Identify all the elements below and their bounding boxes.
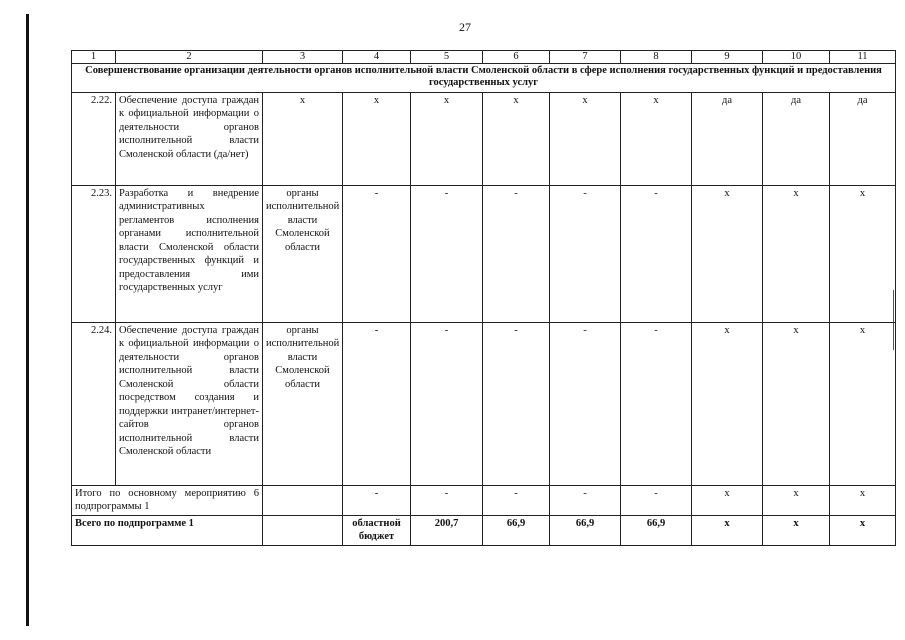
row-number: 2.22. [72,93,116,186]
vsego-row [72,515,896,545]
year1-cell: - [483,186,550,323]
col10-cell: х [763,186,830,323]
total-cell: - [411,186,483,323]
col10-cell: х [763,486,830,516]
row-number: 2.23. [72,186,116,323]
executor-cell: органы исполнительной власти Смоленской области [263,323,343,486]
col9-cell: х [692,323,763,486]
col11-cell: да [830,93,896,186]
col10-cell: да [763,93,830,186]
section-title: Совершенствование организации деятельности органов исполнительной власти Смоленской области в сфере исполнения государственных функций и предоставления государственных услуг [72,64,896,93]
year3-cell: - [621,486,692,516]
col-number-cell: 5 [411,51,483,64]
col-number-cell: 9 [692,51,763,64]
left-margin-bar [26,14,29,626]
measure-name: Обеспечение доступа граждан к официальной информации о деятельности органов исполнительной власти Смоленской области посредством создания и поддержки интранет/интернет-сайтов органов исполнительной власти Смоленской области [116,323,263,486]
itogo-row [72,486,896,516]
col10-cell: х [763,515,830,545]
year2-cell: х [550,93,621,186]
col-number-cell: 6 [483,51,550,64]
executor-cell: органы исполнительной власти Смоленской области [263,186,343,323]
year2-cell: 66,9 [550,515,621,545]
source-cell: - [343,323,411,486]
col-number-cell: 8 [621,51,692,64]
col9-cell: х [692,486,763,516]
total-cell: - [411,323,483,486]
vsego-label: Всего по подпрограмме 1 [72,515,263,545]
total-cell: х [411,93,483,186]
year1-cell: - [483,323,550,486]
year2-cell: - [550,486,621,516]
section-title-row [72,64,896,93]
program-table [71,50,896,546]
executor-cell [263,486,343,516]
source-cell: х [343,93,411,186]
measure-name: Разработка и внедрение административных регламентов исполнения органами исполнительной власти Смоленской области государственных функций и предоставления ими государственных услуг [116,186,263,323]
year3-cell: - [621,323,692,486]
col-number-cell: 11 [830,51,896,64]
year2-cell: - [550,186,621,323]
year3-cell: - [621,186,692,323]
executor-cell: х [263,93,343,186]
executor-cell [263,515,343,545]
year3-cell: х [621,93,692,186]
year3-cell: 66,9 [621,515,692,545]
measure-name: Обеспечение доступа граждан к официальной информации о деятельности органов исполнительной власти Смоленской области (да/нет) [116,93,263,186]
table-row [72,323,896,486]
col-number-cell: 10 [763,51,830,64]
col9-cell: х [692,186,763,323]
col-number-cell: 7 [550,51,621,64]
row-number: 2.24. [72,323,116,486]
total-cell: - [411,486,483,516]
col-number-cell: 3 [263,51,343,64]
year1-cell: - [483,486,550,516]
col-number-cell: 1 [72,51,116,64]
year2-cell: - [550,323,621,486]
year1-cell: х [483,93,550,186]
source-cell: - [343,486,411,516]
col-number-cell: 4 [343,51,411,64]
total-cell: 200,7 [411,515,483,545]
page-number: 27 [459,20,471,34]
col-number-cell: 2 [116,51,263,64]
col10-cell: х [763,323,830,486]
year1-cell: 66,9 [483,515,550,545]
itogo-label: Итого по основному мероприятию 6 подпрограммы 1 [72,486,263,516]
col9-cell: х [692,515,763,545]
col11-cell: х [830,515,896,545]
col11-cell: х [830,186,896,323]
col11-cell: х [830,486,896,516]
source-cell: - [343,186,411,323]
col11-cell: х [830,323,896,486]
col9-cell: да [692,93,763,186]
table-row [72,186,896,323]
table-row [72,93,896,186]
column-number-row [72,51,896,64]
source-cell: областной бюджет [343,515,411,545]
